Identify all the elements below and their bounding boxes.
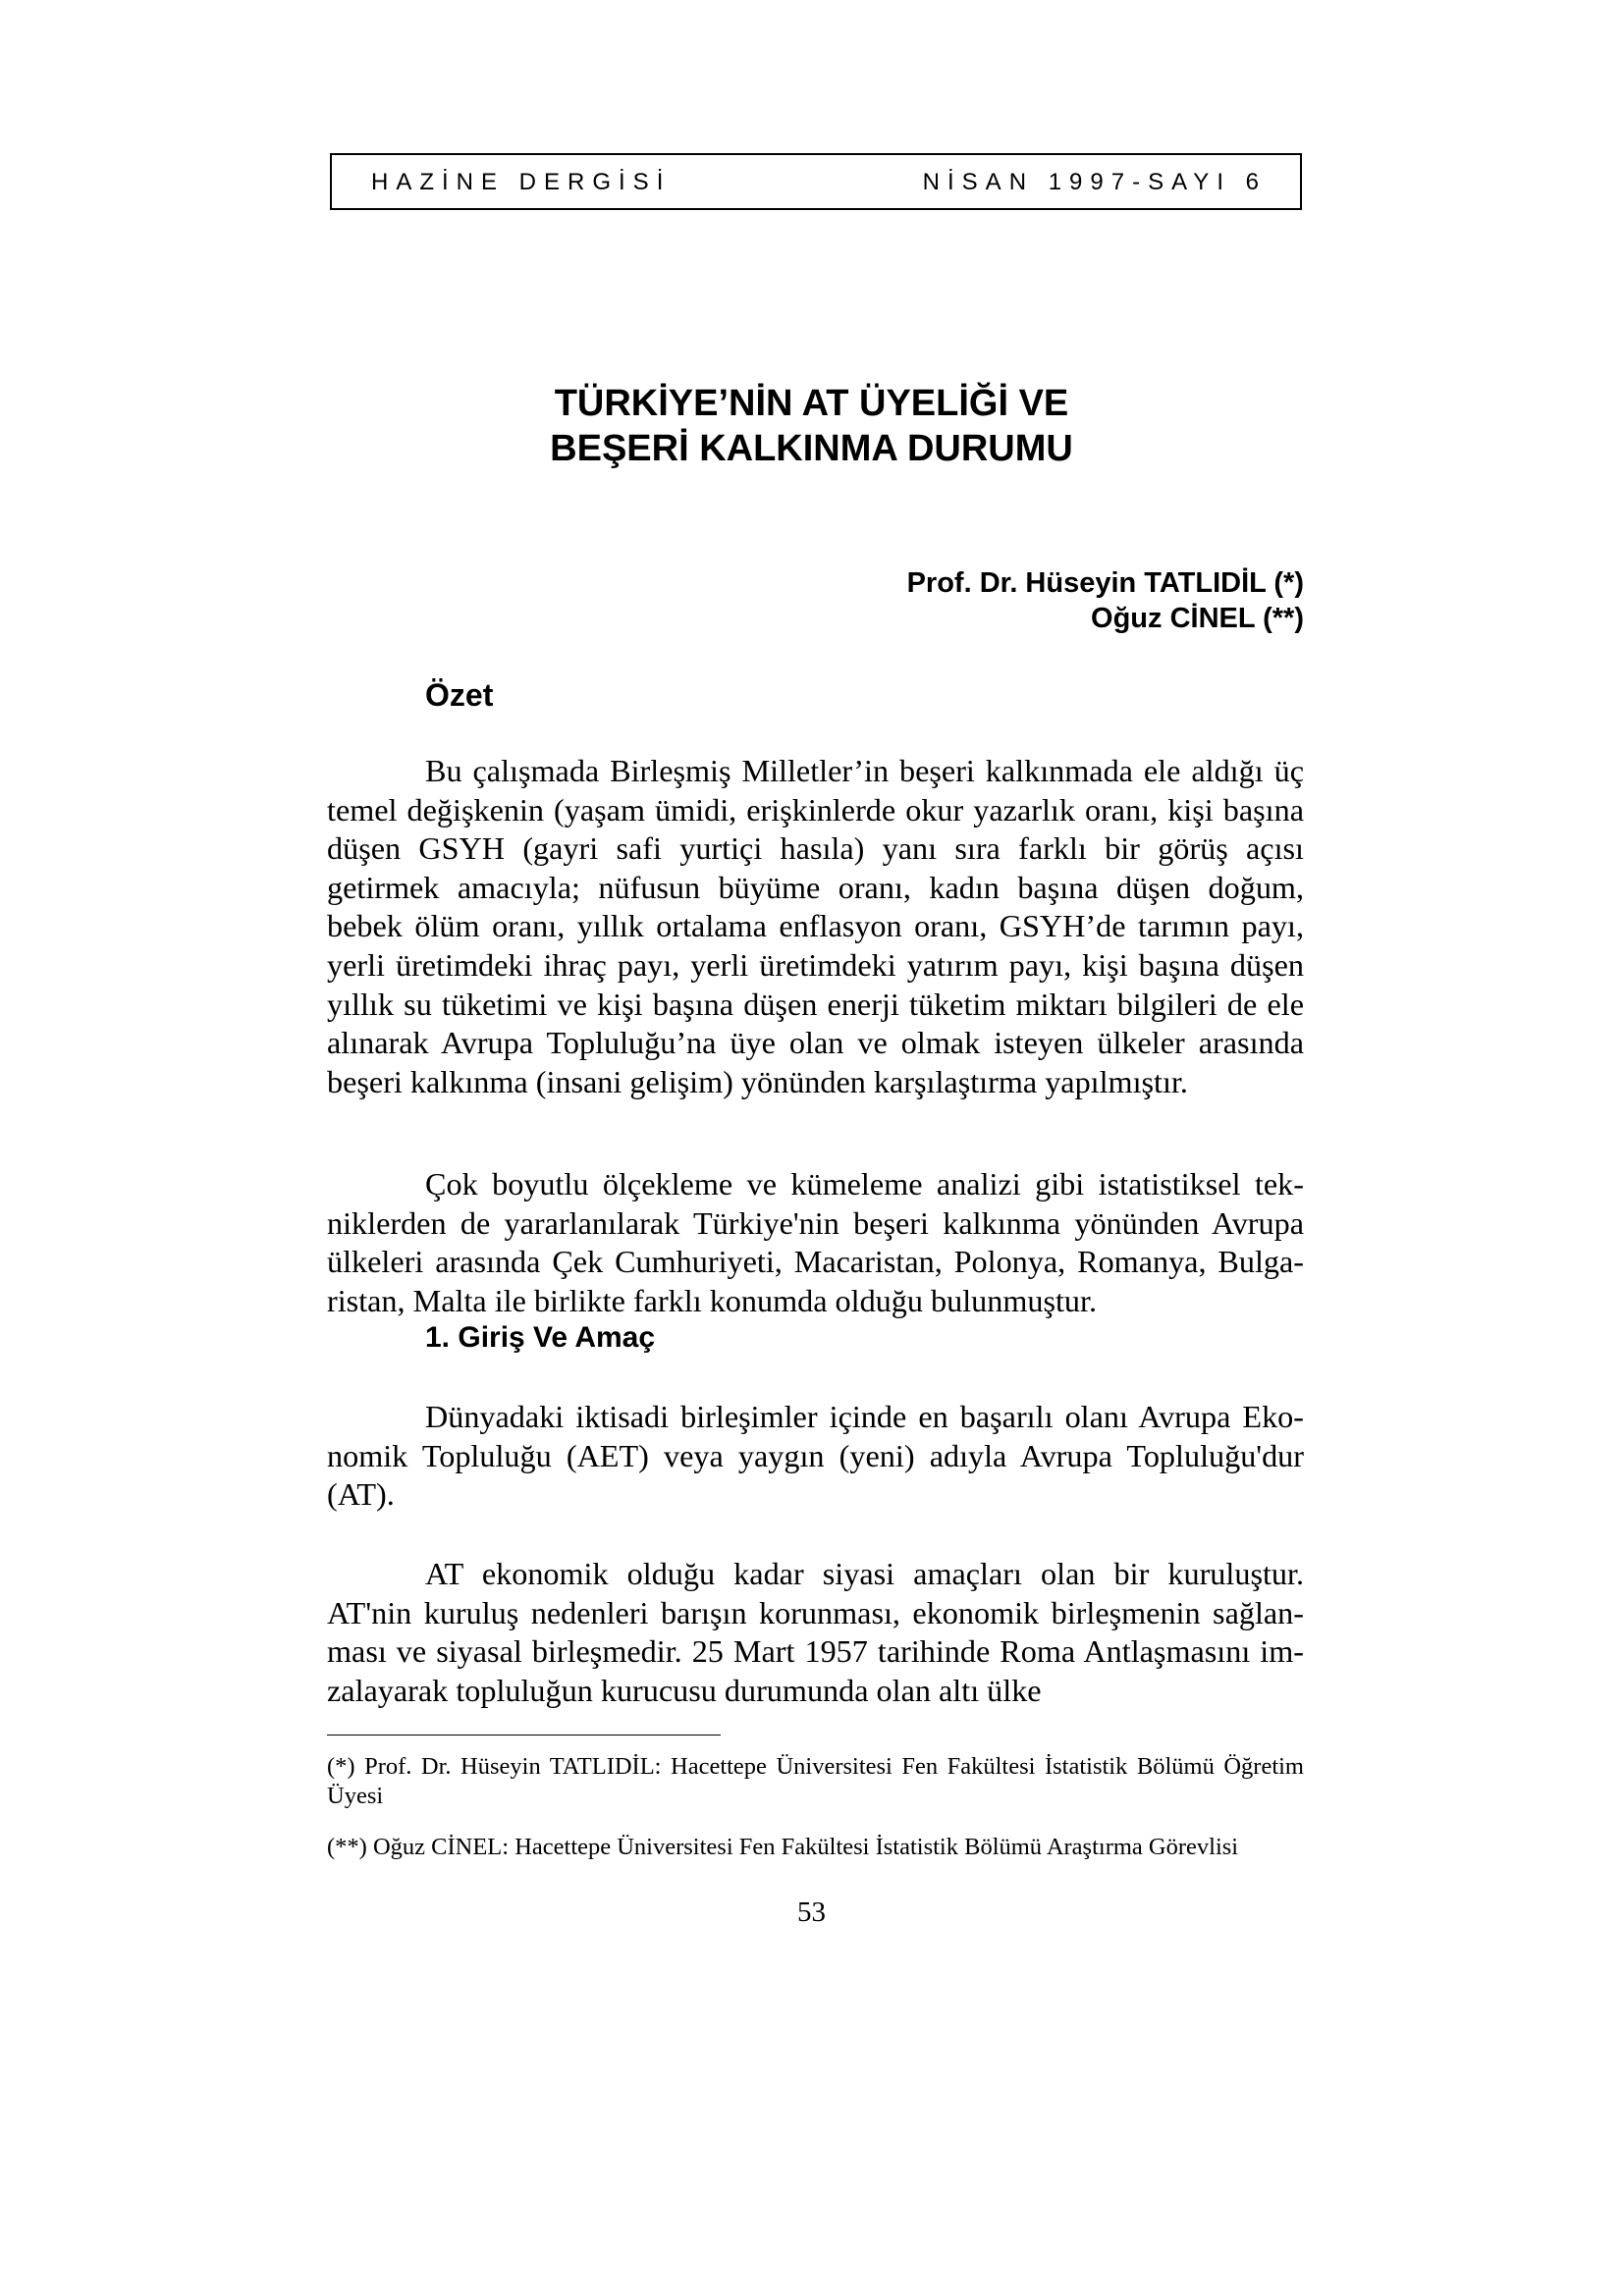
abstract-paragraph-1: Bu çalışmada Birleşmiş Milletler’in beşeri kalkınmada ele aldığı üç temel değişkenin (yaşam ümidi, erişkinlerde okur yazarlık oranı, kişi başına düşen GSYH (gayri safi yurtiçi hasıla) yanı sıra farklı bir görüş açısı getirmek amacıyla; nüfusun büyüme oranı, kadın başına düşen doğum, bebek ölüm oranı, yıllık ortalama enflasyon oranı, GSYH’de tarımın payı, yerli üretimdeki ihraç payı, yerli üretimdeki yatırım payı, kişi başına düşen yıllık su tüketimi ve kişi başına düşen enerji tüketim miktarı bilgileri de ele alınarak Avrupa Topluluğu’na üye olan ve olmak isteyen ülkeler arasında beşeri kalkınma (insani gelişim) yönünden karşılaştırma yapılmıştır. xyxy=(327,753,1304,1099)
abstract-heading: Özet xyxy=(425,677,494,713)
author-1: Prof. Dr. Hüseyin TATLIDİL (*) xyxy=(906,567,1304,599)
issue-info: NİSAN 1997-SAYI 6 xyxy=(922,169,1267,195)
section-paragraph-2: AT ekonomik olduğu kadar siyasi amaçları olan bir kuruluştur. AT'nin kuruluş nedenleri barışın korunması, ekonomik birleşmenin sağlan-ması ve siyasal birleşmedir. 25 Mart 1957 tarihinde Roma Antlaşmasını im-zalayarak topluluğun kurucusu durumunda olan altı ülke xyxy=(327,1556,1304,1708)
section-paragraph-1: Dünyadaki iktisadi birleşimler içinde en başarılı olanı Avrupa Eko-nomik Topluluğu (AET) veya yaygın (yeni) adıyla Avrupa Topluluğu'dur (AT). xyxy=(327,1399,1304,1513)
journal-name: HAZİNE DERGİSİ xyxy=(371,169,672,195)
footnote-1: (*) Prof. Dr. Hüseyin TATLIDİL: Hacettepe Üniversitesi Fen Fakültesi İstatistik Bölümü Öğretim Üyesi xyxy=(327,1753,1304,1809)
footnote-2: (**) Oğuz CİNEL: Hacettepe Üniversitesi Fen Fakültesi İstatistik Bölümü Araştırma Görevlisi xyxy=(327,1834,1239,1860)
section-heading: 1. Giriş Ve Amaç xyxy=(425,1321,656,1354)
journal-header xyxy=(330,153,1302,210)
page-number: 53 xyxy=(797,1896,826,1928)
abstract-paragraph-2: Çok boyutlu ölçekleme ve kümeleme analizi gibi istatistiksel tek-niklerden de yararlanılarak Türkiye'nin beşeri kalkınma yönünden Avrupa ülkeleri arasında Çek Cumhuriyeti, Macaristan, Polonya, Romanya, Bulga-ristan, Malta ile birlikte farklı konumda olduğu bulunmuştur. xyxy=(327,1166,1304,1318)
author-2: Oğuz CİNEL (**) xyxy=(1091,603,1304,634)
article-title-line-2: BEŞERİ KALKINMA DURUMU xyxy=(550,428,1073,469)
article-title-line-1: TÜRKİYE’NİN AT ÜYELİĞİ VE xyxy=(554,383,1069,424)
